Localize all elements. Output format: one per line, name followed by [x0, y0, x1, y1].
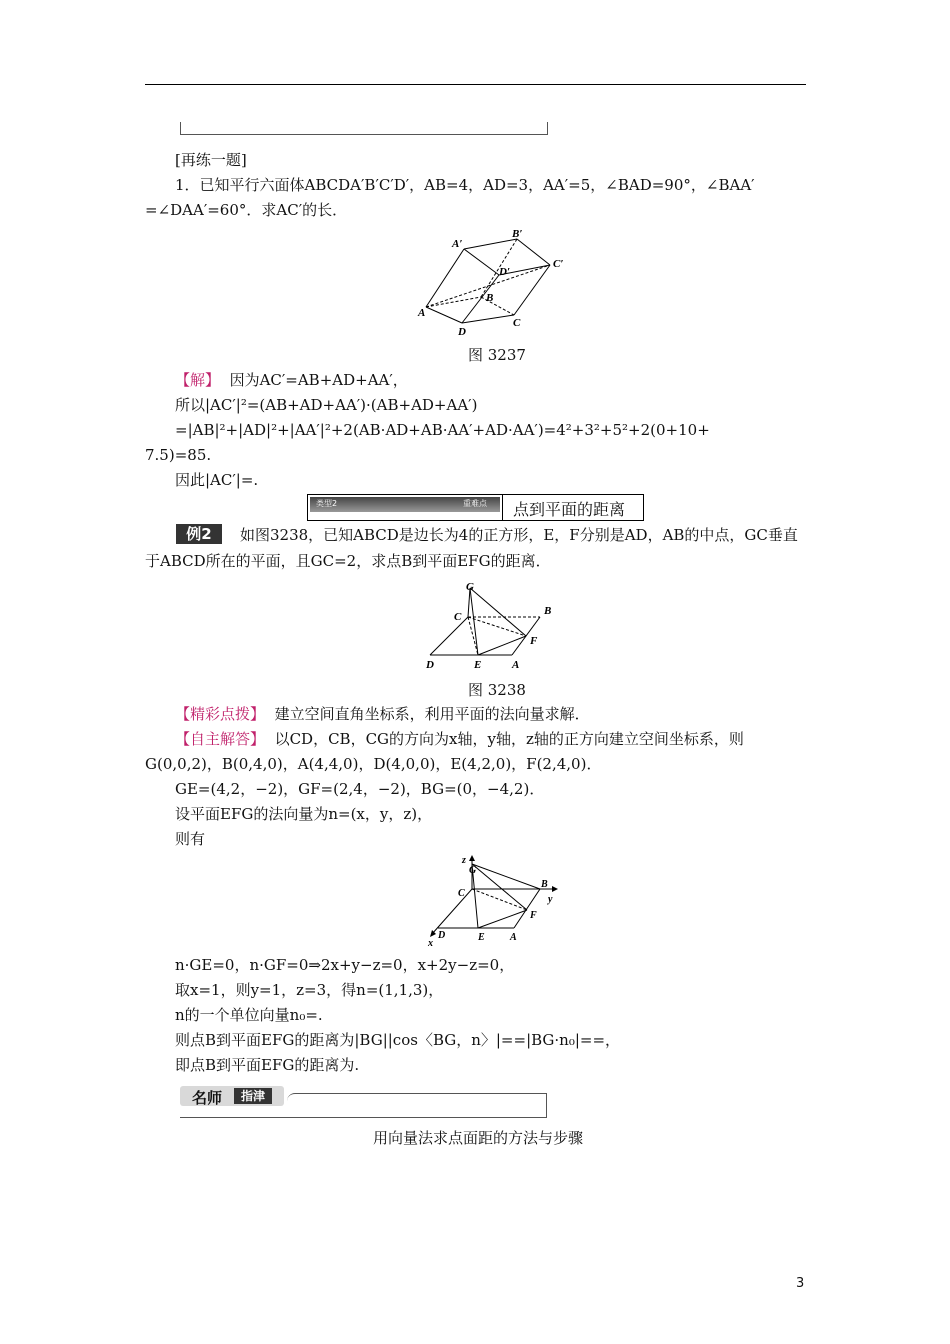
fig3-label-E: E	[478, 932, 485, 943]
practice-question-line1: 1．已知平行六面体ABCDA′B′C′D′，AB=4，AD=3，AA′=5，∠BAD=90°，∠BAA′	[175, 176, 755, 194]
fig2-label-C: C	[454, 611, 462, 623]
type-box-difficulty: 重难点	[463, 499, 487, 508]
answer-text1: 以CD，CB，CG的方向为x轴，y轴，z轴的正方向建立空间坐标系，则	[274, 730, 744, 748]
practice-title: [再练一题]	[175, 151, 247, 169]
answer-line1	[175, 729, 744, 749]
fig2-label-B: B	[544, 605, 552, 617]
answer-tag: 【自主解答】	[175, 730, 266, 748]
fig3-label-C: C	[458, 888, 465, 899]
fig3-label-G: G	[469, 865, 477, 876]
example-badge: 例2	[176, 524, 222, 544]
fig2-label-A: A	[512, 659, 520, 671]
label-D: D	[458, 326, 466, 338]
figure-square-pyramid	[420, 580, 570, 675]
type-box	[307, 494, 644, 521]
teacher-box-frame	[287, 1093, 547, 1118]
solution-line3: =|AB|²+|AD|²+|AA′|²+2(AB·AD+AB·AA′+AD·AA′)=4²+3²+5²+2(0+10+	[175, 421, 710, 439]
example-line2: 于ABCD所在的平面，且GC=2，求点B到平面EFG的距离．	[145, 552, 551, 570]
hint-tag: 【精彩点拨】	[175, 705, 266, 723]
teacher-box-bottom	[180, 1117, 546, 1118]
figure-parallelepiped	[410, 225, 580, 340]
answer-line5: 则有	[175, 830, 206, 848]
type-box-title: 点到平面的距离	[513, 500, 626, 519]
label-C: C	[513, 317, 521, 329]
page-number: 3	[796, 1276, 805, 1291]
label-C1: C′	[553, 258, 564, 270]
solution-line5: 因此|AC′|=.	[175, 471, 259, 489]
teacher-badge	[180, 1086, 290, 1110]
hint-line	[175, 704, 590, 724]
label-D1: D′	[499, 266, 511, 278]
answer-line9: 则点B到平面EFG的距离为|BG||cos〈BG，n〉|==|BG·n₀|==，	[175, 1031, 621, 1049]
figure1-caption: 图 3237	[468, 346, 526, 364]
answer-line3: GE=(4,2，−2)，GF=(2,4，−2)，BG=(0，−4,2)．	[175, 780, 545, 798]
solution-line1	[175, 370, 408, 390]
fig2-label-G: G	[466, 581, 474, 593]
label-A: A	[418, 307, 426, 319]
figure-coordinate-pyramid	[420, 852, 570, 950]
answer-line8: n的一个单位向量n₀=.	[175, 1006, 323, 1024]
fig3-label-z: z	[462, 855, 466, 866]
solution-line4: 7.5)=85.	[145, 446, 212, 464]
fig3-label-D: D	[438, 930, 446, 941]
solution-tag: 【解】	[175, 371, 221, 389]
solution-line2: 所以|AC′|²=(AB+AD+AA′)·(AB+AD+AA′)	[175, 396, 478, 414]
label-B: B	[486, 292, 494, 304]
label-A1: A′	[452, 238, 463, 250]
answer-line10: 即点B到平面EFG的距离为.	[175, 1056, 360, 1074]
practice-question-line2: =∠DAA′=60°．求AC′的长．	[145, 201, 348, 219]
teacher-box-title: 用向量法求点面距的方法与步骤	[373, 1129, 584, 1147]
answer-line7: 取x=1，则y=1，z=3，得n=(1,1,3)，	[175, 981, 444, 999]
fig2-label-D: D	[426, 659, 434, 671]
teacher-badge-tag: 指津	[234, 1088, 272, 1104]
teacher-badge-label: 名师	[192, 1089, 223, 1107]
fig3-label-x: x	[428, 938, 433, 949]
type-box-label: 类型2	[316, 499, 338, 508]
fig2-label-E: E	[474, 659, 482, 671]
bracket-box	[180, 122, 548, 135]
type-box-divider	[502, 495, 503, 520]
header-rule	[145, 84, 806, 85]
answer-line4: 设平面EFG的法向量为n=(x，y，z)，	[175, 805, 433, 823]
fig3-label-B: B	[541, 879, 548, 890]
fig3-label-y: y	[548, 894, 553, 905]
fig3-label-A: A	[510, 932, 517, 943]
solution-text1: 因为AC′=AB+AD+AA′，	[229, 371, 408, 389]
fig2-label-F: F	[530, 635, 538, 647]
fig3-label-F: F	[530, 910, 537, 921]
answer-line6: n·GE=0，n·GF=0⇒2x+y−z=0，x+2y−z=0，	[175, 956, 515, 974]
answer-line2: G(0,0,2)，B(0,4,0)，A(4,4,0)，D(4,0,0)，E(4,2,0)，F(2,4,0)．	[145, 755, 602, 773]
hint-text: 建立空间直角坐标系，利用平面的法向量求解．	[274, 705, 590, 723]
label-B1: B′	[512, 228, 523, 240]
example-line1: 如图3238，已知ABCD是边长为4的正方形，E，F分别是AD，AB的中点，GC垂直	[240, 526, 798, 544]
figure2-caption: 图 3238	[468, 681, 526, 699]
